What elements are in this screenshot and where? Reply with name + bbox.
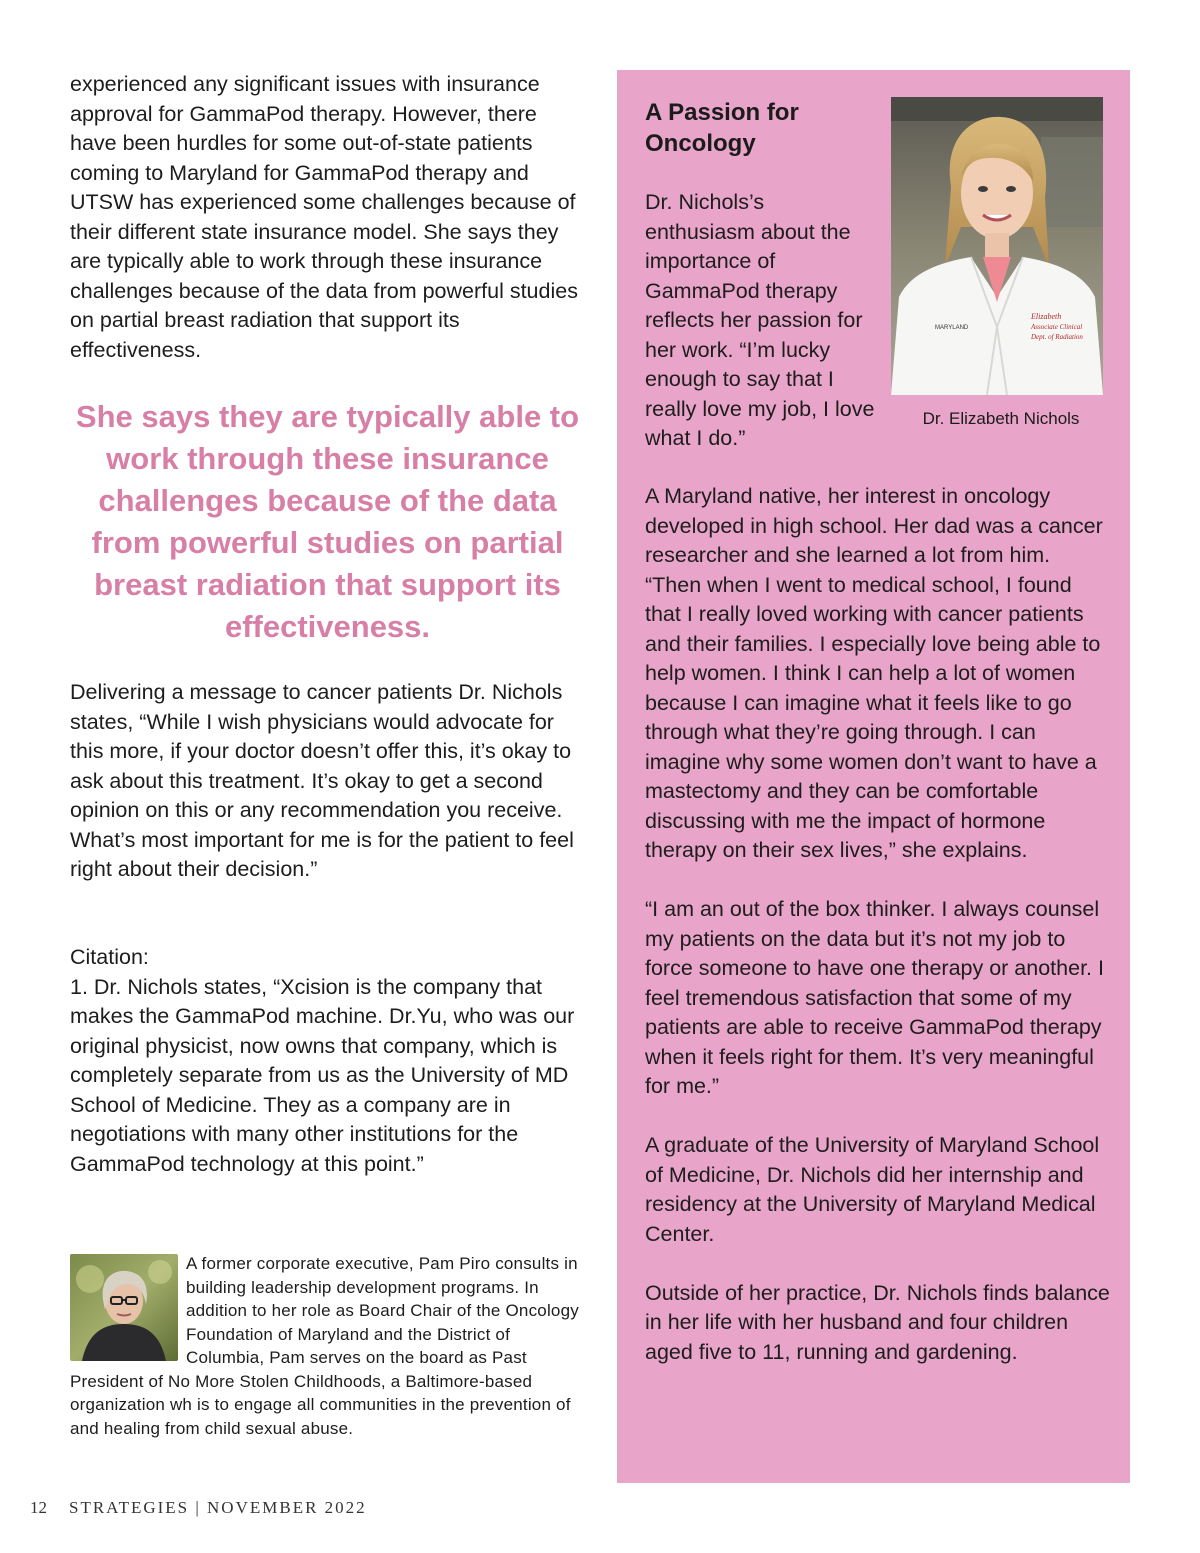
sidebar-paragraph: A Maryland native, her interest in oncology developed in high school. Her dad was a cancer researcher and she learned a lot from him. “Then when I went to medical school, I found that I really loved working with cancer patients and their families. I especially love being able to help women. I think I can help a lot of women because I can imagine what it feels like to go through what they’re going through. I can imagine why some women don’t want to have a mastectomy and they can be comfortable discussing with me the impact of hormone therapy on their sex lives,” she explains.: [645, 484, 1103, 862]
article-continuation: [70, 678, 585, 885]
publication-name: STRATEGIES | NOVEMBER 2022: [69, 1498, 367, 1517]
bio-text: A former corporate executive, Pam Piro consults in building leadership development programs. In addition to her role as Board Chair of the Oncology Foundation of Maryland and the District of Columbia, Pam serves on the board as Past President of No More Stolen Childhoods, a Baltimore-based organization wh is to engage all communities in the prevention of and healing from child sexual abuse.: [70, 1254, 579, 1438]
author-bio: [70, 1252, 590, 1440]
sidebar-body: [645, 482, 1110, 1397]
sidebar-paragraph: “I am an out of the box thinker. I always counsel my patients on the data but it’s not my job to force someone to have one therapy or another. I feel tremendous satisfaction that some of my patients are able to receive GammaPod therapy when it feels right for them. It’s very meaningful for me.”: [645, 897, 1104, 1098]
sidebar-heading: A Passion for Oncology: [645, 99, 799, 157]
citation-label: Citation:: [70, 945, 149, 969]
page-footer: [30, 1498, 367, 1518]
body-paragraph: experienced any significant issues with insurance approval for GammaPod therapy. However, there have been hurdles for some out-of-state patients coming to Maryland for GammaPod therapy and UTSW has experienced some challenges because of their different state insurance model. She says they are typically able to work through these insurance challenges because of the data from powerful studies on partial breast radiation that support its effectiveness.: [70, 72, 578, 362]
sidebar-paragraph: A graduate of the University of Maryland School of Medicine, Dr. Nichols did her internship and residency at the University of Maryland Medical Center.: [645, 1133, 1100, 1246]
citation-block: [70, 943, 585, 1179]
sidebar-paragraph: Outside of her practice, Dr. Nichols finds balance in her life with her husband and four children aged five to 11, running and gardening.: [645, 1280, 1110, 1364]
svg-text:MARYLAND: MARYLAND: [935, 325, 969, 331]
svg-text:Associate Clinical: Associate Clinical: [1031, 323, 1083, 331]
citation-text: 1. Dr. Nichols states, “Xcision is the company that makes the GammaPod machine. Dr.Yu, who was our original physicist, now owns that company, which is completely separate from us as the University of MD School of Medicine. They as a company are in negotiations with many other institutions for the GammaPod technology at this point.”: [70, 974, 575, 1176]
body-paragraph: Delivering a message to cancer patients Dr. Nichols states, “While I wish physicians would advocate for this more, if your doctor doesn’t offer this, it’s okay to ask about this treatment. It’s okay to get a second opinion on this or any recommendation you receive. What’s most important for me is for the patient to feel right about their decision.”: [70, 680, 574, 881]
photo-caption: Dr. Elizabeth Nichols: [922, 409, 1080, 428]
article-column: [70, 70, 585, 365]
sidebar-intro: Dr. Nichols’s enthusiasm about the importance of GammaPod therapy reflects her passion for her work. “I’m lucky enough to say that I really love my job, I love what I do.”: [645, 190, 875, 450]
svg-text:Elizabeth: Elizabeth: [1031, 312, 1062, 321]
pull-quote: She says they are typically able to work through these insurance challenges because of the data from powerful studies on partial breast radiation that support its effectiveness.: [75, 399, 580, 644]
doctor-photo: [891, 97, 1103, 395]
page-number: 12: [30, 1498, 47, 1517]
svg-text:Dept. of Radiation: Dept. of Radiation: [1031, 333, 1083, 341]
sidebar-box: [617, 70, 1130, 1483]
author-photo: [70, 1254, 178, 1361]
